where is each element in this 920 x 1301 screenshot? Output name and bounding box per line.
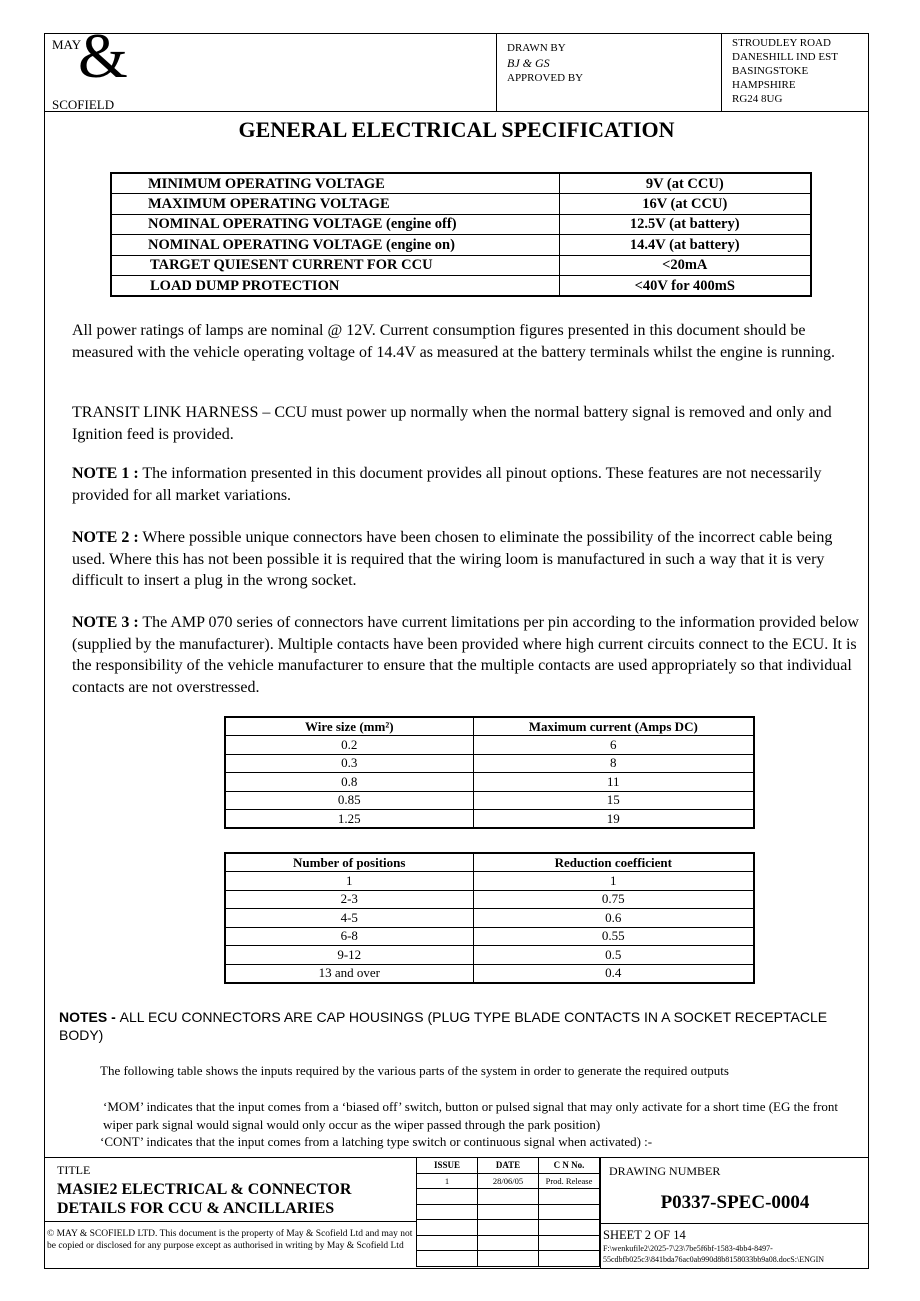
spec-param: MAXIMUM OPERATING VOLTAGE [111,194,559,215]
drawn-by-block [507,41,583,86]
table-row [225,773,754,792]
table-cell: 0.85 [225,791,473,810]
table-cell: 8 [473,754,754,773]
table-cell: Prod. Release [539,1173,600,1189]
table-cell: 19 [473,810,754,829]
approved-by-label: APPROVED BY [507,72,584,84]
notes-text: ALL ECU CONNECTORS ARE CAP HOUSINGS (PLUG TYPE BLADE CONTACTS IN A SOCKET RECEPTACLE BODY) [59,1009,828,1043]
table-row [225,736,754,755]
note-3-label: NOTE 3 : [72,614,139,631]
table-cell: 11 [473,773,754,792]
reduction-coefficient-table [224,852,755,984]
note-3-paragraph [72,612,867,698]
revision-table [416,1157,600,1267]
table-cell: 28/06/05 [478,1173,539,1189]
document-title [57,1180,351,1218]
note-2-paragraph [72,527,867,592]
transit-harness-paragraph: TRANSIT LINK HARNESS – CCU must power up normally when the normal battery signal is removed and only and Ignition feed is provided. [72,404,832,443]
table-cell: 1 [225,872,473,891]
table-row [225,890,754,909]
notes-label: NOTES - [59,1009,120,1025]
table-row [417,1220,600,1236]
table-row [225,927,754,946]
header-separator [496,33,497,111]
logo-ampersand: & [78,20,128,91]
table-row [225,810,754,829]
sheet-number: SHEET 2 OF 14 [603,1228,686,1242]
table-cell: 0.2 [225,736,473,755]
table-row [225,909,754,928]
note-1-paragraph [72,463,867,506]
spec-value: <40V for 400mS [559,276,811,297]
note-1-text: The information presented in this document provides all pinout options. These features are not necessarily provided for all market variations. [72,465,822,504]
table-row [225,791,754,810]
drawn-by-value: BJ & GS [507,56,550,70]
table-cell: 0.55 [473,927,754,946]
header-separator [721,33,722,111]
spec-param: MINIMUM OPERATING VOLTAGE [111,173,559,194]
inputs-intro-text: The following table shows the inputs required by the various parts of the system in order to generate the required outputs [100,1063,729,1078]
header-divider [44,111,869,112]
note-3-text: The AMP 070 series of connectors have current limitations per pin according to the information provided below (supplied by the manufacturer). Multiple contacts have been provided where high current circuits connect to the ECU. It is the responsibility of the vehicle manufacturer to ensure that the multiple contacts are used appropriately so that individual contacts are not overstressed. [72,614,859,696]
drawing-number-label: DRAWING NUMBER [609,1164,721,1178]
table-cell: 15 [473,791,754,810]
column-header: Number of positions [225,853,473,872]
note-2-label: NOTE 2 : [72,529,139,546]
column-header: C N No. [539,1158,600,1174]
logo-scofield-text: SCOFIELD [52,97,115,112]
copyright-notice: © MAY & SCOFIELD LTD. This document is the property of May & Scofield Ltd and may not be copied or disclosed for any purpose except as authorised in writing by May & Scofield Ltd [47,1229,413,1251]
spec-param: NOMINAL OPERATING VOLTAGE (engine off) [111,214,559,235]
spec-value: 9V (at CCU) [559,173,811,194]
table-row [417,1235,600,1251]
spec-value: 14.4V (at battery) [559,235,811,256]
address-line: HAMPSHIRE [732,79,796,91]
table-row [225,754,754,773]
table-row [225,872,754,891]
address-line: BASINGSTOKE [732,65,809,77]
table-row [417,1251,600,1267]
column-header: Wire size (mm²) [225,717,473,736]
spec-param: LOAD DUMP PROTECTION [111,276,559,297]
column-header: Maximum current (Amps DC) [473,717,754,736]
column-header: DATE [478,1158,539,1174]
note-2-text: Where possible unique connectors have been chosen to eliminate the possibility of the incorrect cable being used. Where this has not been possible it is required that the wiring loom is manufactured in such a way that it is very difficult to insert a plug in the wrong socket. [72,529,833,589]
document-title-line: MASIE2 ELECTRICAL & CONNECTOR [57,1181,352,1198]
table-row [111,255,811,276]
table-row [111,276,811,297]
drawing-number: P0337-SPEC-0004 [660,1192,810,1213]
table-cell: 0.6 [473,909,754,928]
table-cell: 6-8 [225,927,473,946]
column-header: ISSUE [417,1158,478,1174]
table-row [225,946,754,965]
table-row [111,235,811,256]
company-address [732,36,838,106]
mom-definition-text: ‘MOM’ indicates that the input comes from a ‘biased off’ switch, button or pulsed signal that may only activate for a short time (EG the front wiper park signal would signal would only occur as the wiper passed through the park position) [103,1099,839,1132]
table-cell: 0.4 [473,964,754,983]
spec-value: 16V (at CCU) [559,194,811,215]
title-label: TITLE [57,1163,91,1177]
footer-divider [600,1223,869,1224]
cont-definition-text: ‘CONT’ indicates that the input comes from a latching type switch or continuous signal when activated) :- [100,1134,653,1149]
table-cell: 4-5 [225,909,473,928]
drawn-by-label: DRAWN BY [507,42,566,54]
table-row [417,1173,600,1189]
table-cell: 6 [473,736,754,755]
table-cell: 0.75 [473,890,754,909]
table-cell: 13 and over [225,964,473,983]
address-line: DANESHILL IND EST [732,51,838,63]
ecu-connector-note [59,1008,849,1044]
page-title: GENERAL ELECTRICAL SPECIFICATION [238,117,675,142]
document-title-line: DETAILS FOR CCU & ANCILLARIES [57,1200,335,1217]
table-row [417,1189,600,1205]
table-cell: 1.25 [225,810,473,829]
wire-size-table [224,716,755,829]
table-cell: 1 [417,1173,478,1189]
address-line: STROUDLEY ROAD [732,37,831,49]
column-header: Reduction coefficient [473,853,754,872]
note-1-label: NOTE 1 : [72,465,139,482]
table-header-row [417,1158,600,1174]
table-cell: 1 [473,872,754,891]
table-row [417,1204,600,1220]
spec-value: 12.5V (at battery) [559,214,811,235]
spec-param: NOMINAL OPERATING VOLTAGE (engine on) [111,235,559,256]
table-row [111,214,811,235]
table-cell: 0.3 [225,754,473,773]
address-line: RG24 8UG [732,93,783,105]
table-cell: 2-3 [225,890,473,909]
logo-may-text: MAY [52,37,82,52]
table-cell: 0.8 [225,773,473,792]
table-row [111,173,811,194]
table-cell: 0.5 [473,946,754,965]
electrical-spec-table [110,172,812,297]
spec-param: TARGET QUIESENT CURRENT FOR CCU [111,255,559,276]
table-row [111,194,811,215]
table-header-row [225,717,754,736]
spec-value: <20mA [559,255,811,276]
table-cell: 9-12 [225,946,473,965]
table-header-row [225,853,754,872]
table-row [225,964,754,983]
power-ratings-paragraph: All power ratings of lamps are nominal @ 12V. Current consumption figures presented in this document should be measured with the vehicle operating voltage of 14.4V as measured at the battery terminals whilst the engine is running. [72,322,836,361]
file-path: F:\wenkufile2\2025-7\23\7be5f6bf-1583-4bb4-8497-55cdbfb025c3\841bda76ac0ab990d8b8158033bb9a08.docS:\ENGIN [603,1244,825,1264]
footer-divider [44,1221,416,1222]
